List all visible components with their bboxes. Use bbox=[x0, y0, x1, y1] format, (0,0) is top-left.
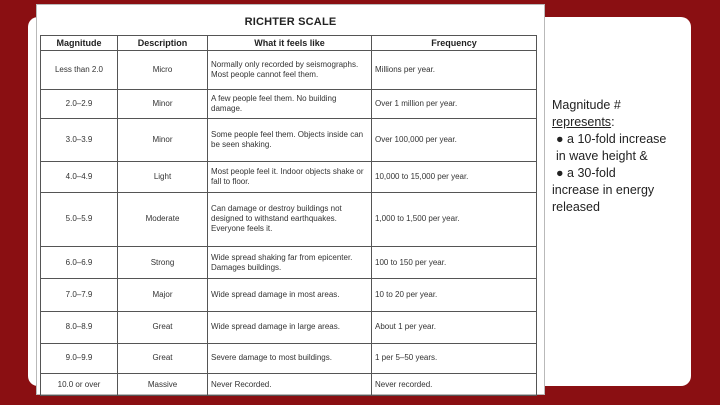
header-description: Description bbox=[118, 36, 208, 51]
cell-magnitude: 9.0–9.9 bbox=[41, 343, 118, 374]
richter-scale-table bbox=[40, 35, 537, 396]
notes-line-1: Magnitude # bbox=[552, 98, 621, 112]
cell-frequency: About 1 per year. bbox=[372, 311, 537, 343]
table-row bbox=[41, 374, 537, 396]
magnitude-notes bbox=[552, 97, 692, 216]
table-row bbox=[41, 192, 537, 246]
cell-feels: A few people feel them. No building damage. bbox=[208, 90, 372, 119]
table-row bbox=[41, 311, 537, 343]
notes-bullet-2: ● a 30-fold bbox=[556, 166, 616, 180]
cell-magnitude: Less than 2.0 bbox=[41, 51, 118, 90]
cell-frequency: 100 to 150 per year. bbox=[372, 247, 537, 279]
cell-description: Minor bbox=[118, 118, 208, 161]
cell-frequency: 1 per 5–50 years. bbox=[372, 343, 537, 374]
notes-bullet-2-end: released bbox=[552, 200, 600, 214]
notes-line-2 bbox=[552, 114, 692, 131]
table-row bbox=[41, 247, 537, 279]
header-frequency: Frequency bbox=[372, 36, 537, 51]
cell-magnitude: 8.0–8.9 bbox=[41, 311, 118, 343]
table-row bbox=[41, 118, 537, 161]
cell-description: Light bbox=[118, 161, 208, 192]
cell-frequency: Millions per year. bbox=[372, 51, 537, 90]
cell-magnitude: 7.0–7.9 bbox=[41, 278, 118, 311]
cell-magnitude: 4.0–4.9 bbox=[41, 161, 118, 192]
cell-description: Great bbox=[118, 343, 208, 374]
cell-magnitude: 5.0–5.9 bbox=[41, 192, 118, 246]
header-magnitude: Magnitude bbox=[41, 36, 118, 51]
cell-description: Major bbox=[118, 278, 208, 311]
cell-feels: Normally only recorded by seismographs. Most people cannot feel them. bbox=[208, 51, 372, 90]
cell-magnitude: 6.0–6.9 bbox=[41, 247, 118, 279]
cell-frequency: 10,000 to 15,000 per year. bbox=[372, 161, 537, 192]
header-feels: What it feels like bbox=[208, 36, 372, 51]
table-row bbox=[41, 161, 537, 192]
table-title: RICHTER SCALE bbox=[244, 16, 337, 28]
notes-bullet-1-cont: in wave height & bbox=[556, 149, 648, 163]
cell-description: Great bbox=[118, 311, 208, 343]
cell-description: Strong bbox=[118, 247, 208, 279]
table-row bbox=[41, 278, 537, 311]
cell-frequency: Over 100,000 per year. bbox=[372, 118, 537, 161]
cell-feels: Most people feel it. Indoor objects shake or fall to floor. bbox=[208, 161, 372, 192]
cell-frequency: 10 to 20 per year. bbox=[372, 278, 537, 311]
cell-description: Micro bbox=[118, 51, 208, 90]
cell-feels: Wide spread shaking far from epicenter. Damages buildings. bbox=[208, 247, 372, 279]
table-row bbox=[41, 343, 537, 374]
cell-frequency: Never recorded. bbox=[372, 374, 537, 396]
table-row bbox=[41, 90, 537, 119]
cell-feels: Some people feel them. Objects inside can be seen shaking. bbox=[208, 118, 372, 161]
cell-frequency: Over 1 million per year. bbox=[372, 90, 537, 119]
notes-bullet-2-cont: increase in energy bbox=[552, 183, 655, 197]
table-header-row bbox=[41, 36, 537, 51]
cell-feels: Never Recorded. bbox=[208, 374, 372, 396]
notes-bullet-1: ● a 10-fold increase bbox=[556, 132, 667, 146]
cell-description: Moderate bbox=[118, 192, 208, 246]
cell-magnitude: 2.0–2.9 bbox=[41, 90, 118, 119]
cell-feels: Can damage or destroy buildings not designed to withstand earthquakes. Everyone feels it. bbox=[208, 192, 372, 246]
cell-magnitude: 3.0–3.9 bbox=[41, 118, 118, 161]
cell-feels: Wide spread damage in most areas. bbox=[208, 278, 372, 311]
richter-scale-table-image bbox=[36, 4, 545, 395]
cell-description: Minor bbox=[118, 90, 208, 119]
cell-feels: Severe damage to most buildings. bbox=[208, 343, 372, 374]
cell-magnitude: 10.0 or over bbox=[41, 374, 118, 396]
cell-description: Massive bbox=[118, 374, 208, 396]
cell-feels: Wide spread damage in large areas. bbox=[208, 311, 372, 343]
table-row bbox=[41, 51, 537, 90]
cell-frequency: 1,000 to 1,500 per year. bbox=[372, 192, 537, 246]
notes-represents: represents bbox=[552, 115, 612, 129]
notes-colon: : bbox=[611, 115, 615, 129]
